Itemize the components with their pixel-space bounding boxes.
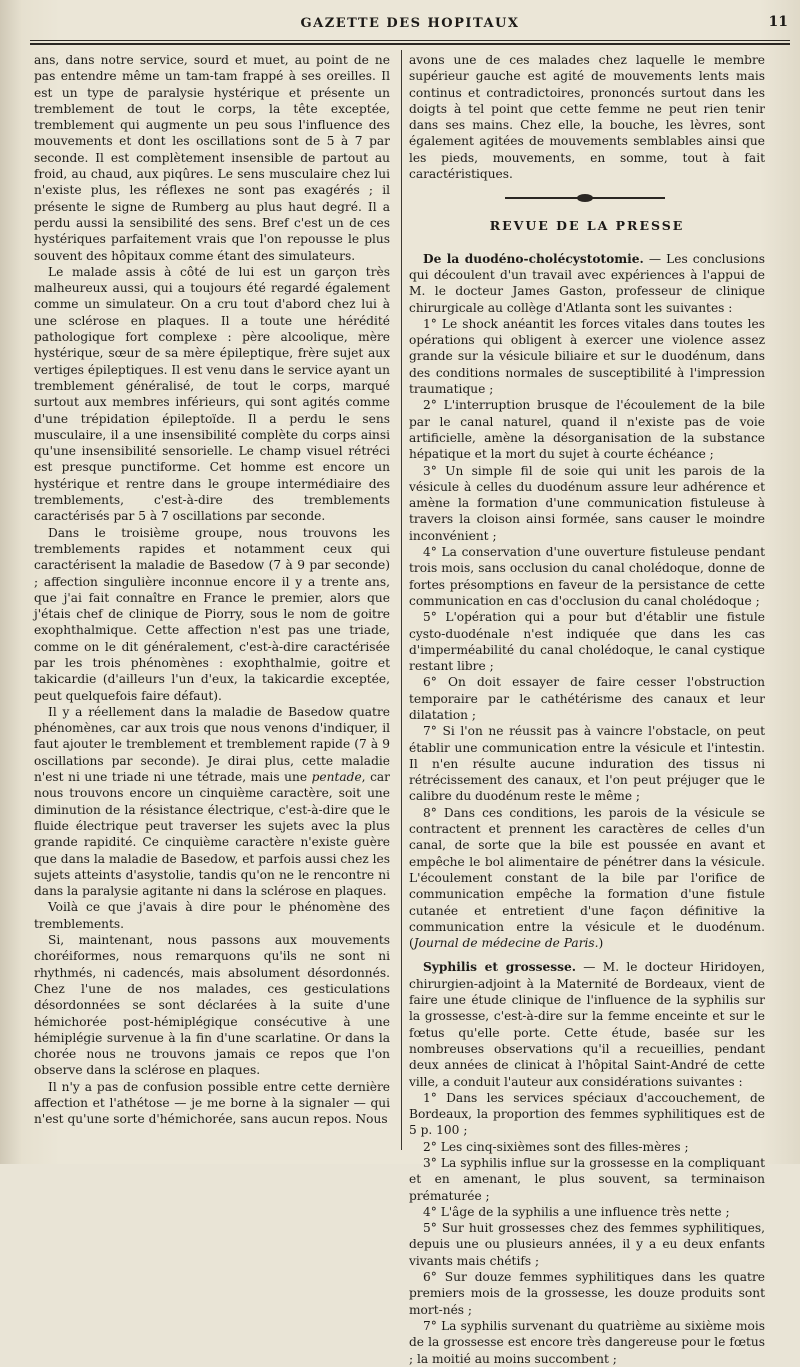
paragraph-text: , car nous trouvons encore un cinquième caractère, soit une diminution de la résistance électrique, c'est-à-dire que le fluide électrique peut traverser les sujets avec la plus grande rapidité. Ce cinquième caractère n'existe guère que dans la maladie de Basedow, et parfois aussi chez les sujets atteints d'asystolie, tandis qu'on ne le rencontre ni dans la paralysie agitante ni dans la sclérose en plaques. xyxy=(34,770,390,899)
list-item: 1° Dans les services spéciaux d'accouchement, de Bordeaux, la proportion des femmes syphilitiques est de 5 p. 100 ; xyxy=(409,1090,765,1138)
journal-title: GAZETTE DES HOPITAUX xyxy=(300,16,520,31)
paragraph-text: ) xyxy=(598,936,604,951)
paragraph: Dans le troisième groupe, nous trouvons les tremblements rapides et notamment ceux qui caractérisent la maladie de Basedow (7 à 9 par seconde) ; affection singulière inconnue encore il y a trente ans, que j'ai fait connaître en France le premier, alors que j'étais chef de clinique de Piorry, sous le nom de goitre exophthalmique. Cette affection n'est pas une triade, comme on le dit généralement, c'est-à-dire caractérisée par les trois phénomènes : exophthalmie, goitre et takicardie (d'ailleurs l'un d'eux, la takicardie exceptée, peut quelquefois faire défaut). xyxy=(34,525,390,703)
list-item: 6° On doit essayer de faire cesser l'obstruction temporaire par le cathétérisme des canaux et leur dilatation ; xyxy=(409,675,765,722)
list-item: 3° La syphilis influe sur la grossesse en la compliquant et en amenant, le plus souvent, sa terminaison prématurée ; xyxy=(409,1156,765,1203)
paragraph: Si, maintenant, nous passons aux mouvements choréiformes, nous remarquons qu'ils ne sont ni rhythmés, ni cadencés, mais absolument désordonnés. Chez l'une de nos malades, ces gesticulations désordonnées se sont déclarées à la suite d'une hémichorée post-hémiplégique consécutive à une hémiplégie survenue à la fin d'une scarlatine. Or dans la chorée nous ne trouvons jamais ce repos que l'on observe dans la sclérose en plaques. xyxy=(34,933,390,1078)
article-heading: Syphilis et grossesse. xyxy=(423,960,576,975)
list-item: 7° Si l'on ne réussit pas à vaincre l'obstacle, on peut établir une communication entre la vésicule et l'intestin. Il n'en résulte aucune induration des tissus ni rétrécissement des canaux, et l'on peut préjuger que le calibre du duodénum reste le même ; xyxy=(409,724,765,804)
header-rule-thin xyxy=(30,40,790,41)
section-title: REVUE DE LA PRESSE xyxy=(489,218,685,234)
article-intro xyxy=(409,251,765,316)
list-item: 6° Sur douze femmes syphilitiques dans les quatre premiers mois de la grossesse, les douze produits sont mort-nés ; xyxy=(409,1270,765,1317)
paragraph: Le malade assis à côté de lui est un garçon très malheureux aussi, qui a toujours été regardé également comme un simulateur. On a cru tout d'abord chez lui à une sclérose en plaques. Il a toute une hérédité pathologique fort complexe : père alcoolique, mère hystérique, sœur de sa mère épileptique, frère sujet aux vertiges épileptiques. Il est venu dans le service ayant un tremblement généralisé, de tout le corps, marqué surtout aux membres inférieurs, qui sont agités comme d'une trépidation épileptoïde. Il a perdu le sens musculaire, il a une insensibilité complète du corps ainsi qu'une insensibilité sensorielle. Le champ visuel rétréci est presque punctiforme. Cet homme est encore un hystérique et rentre dans le groupe intermédiaire des tremblements, c'est-à-dire des tremblements caractérisés par 5 à 7 oscillations par seconde. xyxy=(34,264,390,524)
list-item: 4° La conservation d'une ouverture fistuleuse pendant trois mois, sans occlusion du canal cholédoque, donne de fortes présomptions en faveur de la persistance de cette communication en cas d'occlusion du canal cholédoque ; xyxy=(409,545,765,608)
list-item xyxy=(409,805,765,952)
article-intro xyxy=(409,959,765,1089)
list-item: 2° Les cinq-sixièmes sont des filles-mères ; xyxy=(423,1139,689,1154)
paragraph: avons une de ces malades chez laquelle le membre supérieur gauche est agité de mouvements lents mais continus et contradictoires, prononcés surtout dans les doigts à tel point que cette femme ne peut rien tenir dans ses mains. Chez elle, la bouche, les lèvres, sont également agitées de mouvements semblables ainsi que les pieds, mouvements, en somme, tout à fait caractéristiques. xyxy=(409,53,765,182)
paragraph-text: 8° Dans ces conditions, les parois de la vésicule se contractent et prennent les caractères de celles d'un canal, de sorte que la bile est poussée en avant et empêche le bol alimentaire de pénétrer dans la vésicule. L'écoulement constant de la bile par l'orifice de communication empêche la formation d'une fistule cutanée et entretient d'une façon définitive la communication entre la vésicule et le duodénum. ( xyxy=(409,805,765,951)
section-separator-ornament xyxy=(409,188,765,210)
left-column xyxy=(34,52,390,1128)
column-divider xyxy=(401,50,402,1150)
paragraph xyxy=(34,704,390,900)
paragraph: Il n'y a pas de confusion possible entre cette dernière affection et l'athétose — je me borne à la signaler — qui n'est qu'une sorte d'hémichorée, sans aucun repos. Nous xyxy=(34,1079,390,1127)
page-number: 11 xyxy=(768,14,788,30)
source-citation: Journal de médecine de Paris. xyxy=(413,936,599,951)
paragraph-text: — M. le docteur Hiridoyen, chirurgien-adjoint à la Maternité de Bordeaux, vient de faire une étude clinique de l'influence de la syphilis sur la grossesse, c'est-à-dire sur la femme enceinte et sur le fœtus qu'elle porte. Cette étude, basée sur les nombreuses observations qu'il a recueillies, pendant deux années de clinicat à l'hôpital Saint-André de cette ville, a conduit l'auteur aux considérations suivantes : xyxy=(409,960,766,1089)
emphasized-word: pentade xyxy=(311,770,362,785)
list-item: 5° Sur huit grossesses chez des femmes syphilitiques, depuis une ou plusieurs années, il y a eu deux enfants vivants mais chétifs ; xyxy=(409,1221,765,1268)
article-heading: De la duodéno-cholécystotomie. xyxy=(423,251,644,266)
list-item: 5° L'opération qui a pour but d'établir une fistule cysto-duodénale n'est indiquée que dans les cas d'imperméabilité du canal cholédoque, le canal cystique restant libre ; xyxy=(409,610,765,674)
page-header xyxy=(30,12,790,40)
list-item: 7° La syphilis survenant du quatrième au sixième mois de la grossesse est encore très dangereuse pour le fœtus ; la moitié au moins succombent ; xyxy=(409,1318,765,1366)
paragraph-text: Il y a réellement dans la maladie de Basedow quatre phénomènes, car aux trois que nous venons d'indiquer, il faut ajouter le tremblement et tremblement rapide (7 à 9 oscillations par seconde). Je dirai plus, cette maladie n'est ni une triade ni une tétrade, mais une xyxy=(34,704,390,785)
paragraph: ans, dans notre service, sourd et muet, au point de ne pas entendre même un tam-tam frappé à ses oreilles. Il est un type de paralysie hystérique et présente un tremblement de tout le corps, la tête exceptée, tremblement qui augmente un peu sous l'influence des mouvements et dont les oscillations sont de 5 à 7 par seconde. Il est complètement insensible de partout au froid, au chaud, aux piqûres. Le sens musculaire chez lui n'existe plus, les réflexes ne sont pas exagérés ; il présente le signe de Rumberg au plus haut degré. Il a perdu aussi la sensibilité des sens. Bref c'est un de ces hystériques parfaitement vrais que l'on repousse le plus souvent des hôpitaux comme étant des simulateurs. xyxy=(34,53,390,263)
header-rule-thick xyxy=(30,43,790,45)
paragraph-text: — Les conclusions qui découlent d'un travail avec expériences à l'appui de M. le docteur James Gaston, professeur de clinique chirurgicale au collège d'Atlanta sont les suivantes : xyxy=(409,251,765,315)
right-column xyxy=(409,52,765,1367)
paragraph: Voilà ce que j'avais à dire pour le phénomène des tremblements. xyxy=(34,900,390,931)
list-item: 3° Un simple fil de soie qui unit les parois de la vésicule à celles du duodénum assure leur adhérence et amène la formation d'une communication fistuleuse à travers la cloison ainsi formée, sans causer le moindre inconvénient ; xyxy=(409,463,765,543)
list-item: 1° Le shock anéantit les forces vitales dans toutes les opérations qui obligent à exercer une violence assez grande sur la vésicule biliaire et sur le duodénum, dans des conditions normales de susceptibilité à l'impression traumatique ; xyxy=(409,316,765,397)
list-item: 2° L'interruption brusque de l'écoulement de la bile par le canal naturel, quand il n'existe pas de voie artificielle, amène la désorganisation de la substance hépatique et la mort du sujet à courte échéance ; xyxy=(409,398,765,462)
list-item: 4° L'âge de la syphilis a une influence très nette ; xyxy=(423,1204,730,1219)
